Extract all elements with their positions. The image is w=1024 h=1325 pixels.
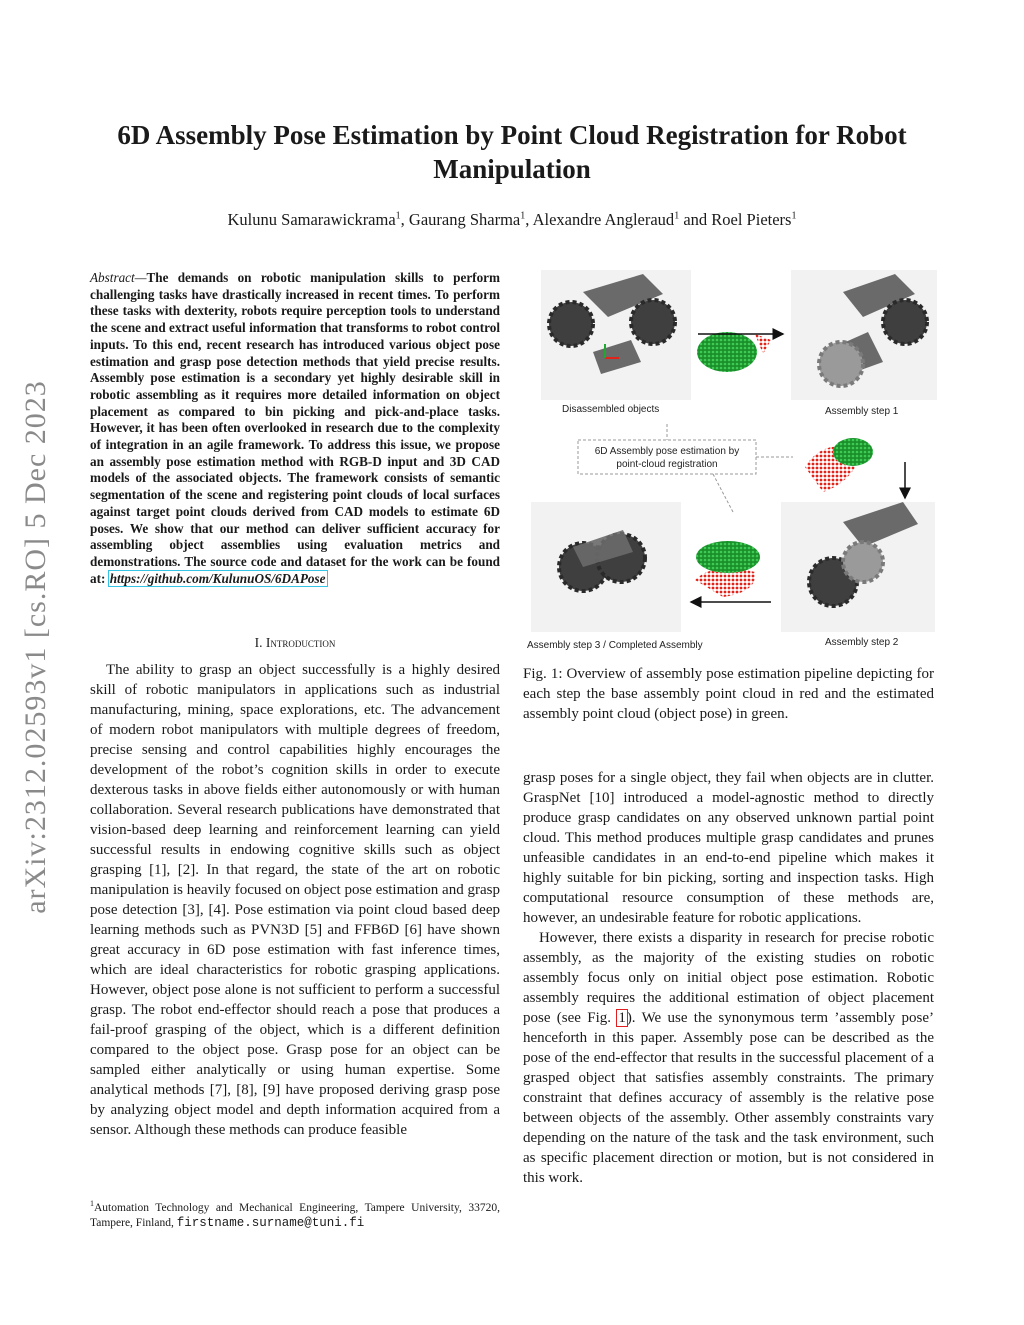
arxiv-id: arXiv:2312.02593v1 [cs.RO] 5 Dec 2023	[19, 380, 52, 914]
footnote-email: firstname.surname@tuni.fi	[176, 1215, 365, 1230]
github-link[interactable]: https://github.com/KulunuOS/6DAPose	[109, 570, 326, 586]
panel-step-3	[531, 502, 681, 632]
section-number: I.	[254, 635, 263, 650]
abstract: Abstract—The demands on robotic manipulation skills to perform challenging tasks have drastically increased in recent times. To perform these tasks with dexterity, robots require perception tools to understand the scene and extract useful information that transforms to robot control inputs. To this end, recent research has introduced various object pose estimation and grasp pose detection methods that yield precise results. Assembly pose estimation is a secondary yet highly desirable skill in robotic assembling as it requires more detailed information on object placement as compared to bin picking and pick-and-place tasks. However, it has been often overlooked in research due to the complexity of integration in an agile framework. To address this issue, we propose an assembly pose estimation method with RGB-D input and 3D CAD models of the associated objects. The framework consists of semantic segmentation of the scene and registering point clouds of local surfaces against target point clouds derived from CAD models to estimate 6D poses. We show that our method can deliver sufficient accuracy for assembling object assemblies using evaluation metrics and demonstrations. The source code and dataset for the work can be found at: https://github.com/KulunuOS/6DAPose	[90, 270, 500, 586]
label-step-1: Assembly step 1	[825, 406, 899, 417]
abstract-text: The demands on robotic manipulation skills to perform challenging tasks have drastically increased in recent times. To perform these tasks with dexterity, robots require perception tools to understand the scene and extract useful information that transforms to robot control inputs. To this end, recent research has introduced various object pose estimation and grasp pose detection methods that yield precise results. Assembly pose estimation is a secondary yet highly desirable skill in robotic assembling as it requires more detailed information on object placement as compared to bin picking and pick-and-place tasks. However, it has been often overlooked in research due to the complexity of integration in an agile framework. To address this issue, we propose an assembly pose estimation method with RGB-D input and 3D CAD models of the associated objects. The framework consists of semantic segmentation of the scene and registering point clouds of local surfaces against target point clouds derived from CAD models to estimate 6D poses. We show that our method can deliver sufficient accuracy for assembling object assemblies using evaluation metrics and demonstrations. The source code and dataset for the work can be found at:	[90, 270, 500, 586]
figure-caption: Fig. 1: Overview of assembly pose estimation pipeline depicting for each step the base assembly point cloud in red and the estimated assembly point cloud (object pose) in green.	[523, 666, 934, 722]
intro-paragraph: The ability to grasp an object successfully is a highly desired skill of robotic manipulators in applications such as industrial manufacturing, mining, space explorations, etc. The advancement of modern robot manipulators with multiple degrees of freedom, precise sensing and control capabilities highly encourages the development of the robot’s cognition skills in order to execute dexterous tasks in above fields either autonomously or with human collaboration. Several research publications have demonstrated that vision-based deep learning and reinforcement learning can yield successful results in endowing cognitive skills such as object grasping [1], [2]. In that regard, the state of the art on robotic manipulation is heavily focused on object pose estimation and grasp pose detection [3], [4]. Pose estimation via point cloud based deep learning methods such as PVN3D [5] and FFB6D [6] have shown great accuracy in 6D pose estimation with fast inference times, which are ideal characteristics for robotic grasping applications. However, object pose alone is not sufficient to perform a successful grasp. The robot end-effector should reach a pose that produces a fail-proof grasping of the object, which is a different definition compared to the object pose. Grasp pose for an object can be sampled either analytically or using human expertise. Some analytical methods [7], [8], [9] have proposed deriving grasp pose by analyzing object model and depth information acquired from a sensor. Although these methods can produce feasible	[90, 662, 500, 1138]
panel-disassembled	[541, 270, 691, 400]
author-name: Gaurang Sharma	[408, 210, 521, 229]
footnote-text: Automation Technology and Mechanical Engineering, Tampere University, 33720, Tampere, Finland,	[90, 1201, 500, 1229]
abstract-label: Abstract	[90, 270, 135, 285]
affiliation-mark: 1	[791, 210, 797, 222]
center-label-line-1: 6D Assembly pose estimation by	[594, 446, 740, 457]
author-name: Alexandre Angleraud	[532, 210, 675, 229]
pointcloud-middle	[805, 438, 873, 492]
author-name: Roel Pieters	[711, 210, 792, 229]
paper-title: 6D Assembly Pose Estimation by Point Cloud Registration for Robot Manipulation	[117, 120, 907, 184]
intro-body	[90, 660, 500, 1140]
center-label	[578, 424, 793, 512]
paragraph-continued: grasp poses for a single object, they fail when objects are in clutter. GraspNet [10] introduced a model-agnostic method to directly produce grasp candidates on any observed unknown partial point cloud. This method produces multiple grasp candidates and prunes unfeasible candidates in an end-to-end pipeline which makes it highly suitable for bin picking, sorting and inspection tasks. High computational resource consumption of these methods are, however, an undesirable feature for robotic applications.	[523, 770, 934, 926]
paragraph-assembly: However, there exists a disparity in research for precise robotic assembly, as the majority of the existing studies on robotic assembly focus only on initial object pose estimation. Robotic assembly requires the additional estimation of object placement pose (see Fig. 1). We use the synonymous term ’assembly pose’ henceforth in this paper. Assembly pose can be described as the pose of the end-effector that results in the successful placement of a grasped object that satisfies assembly constraints. The primary constraint that defines accuracy of assembly is the relative pose between objects of the assembly. Other assembly constraints vary depending on the nature of the task and the task environment, such as specific placement direction or motion, but is not considered in this work.	[523, 930, 934, 1186]
label-step-2: Assembly step 2	[825, 637, 899, 648]
pointcloud-top	[697, 332, 771, 372]
author-list: Kulunu Samarawickrama$^1$, Gaurang Sharma$^1$, Alexandre Angleraud$^1$ and Roel Pieters$^1$	[227, 210, 797, 229]
affiliation-mark: 1	[674, 210, 680, 222]
section-title: Introduction	[265, 635, 336, 650]
pointcloud-bottom	[695, 541, 760, 597]
label-disassembled: Disassembled objects	[562, 404, 660, 415]
figure-1	[523, 262, 939, 654]
center-label-line-2: point-cloud registration	[616, 459, 718, 470]
figure-ref-link[interactable]: 1	[618, 1010, 626, 1026]
footnote	[90, 1196, 500, 1231]
footnote-mark: 1	[90, 1199, 94, 1208]
section-heading	[90, 635, 500, 651]
author-name: Kulunu Samarawickrama	[227, 210, 396, 229]
pipeline-diagram	[523, 262, 939, 654]
affiliation-mark: 1	[520, 210, 526, 222]
right-body	[523, 768, 934, 1188]
arxiv-stamp	[10, 365, 62, 930]
panel-step-2	[781, 502, 935, 632]
panel-step-1	[791, 270, 937, 400]
label-step-3: Assembly step 3 / Completed Assembly	[527, 640, 703, 651]
affiliation-mark: 1	[395, 210, 401, 222]
